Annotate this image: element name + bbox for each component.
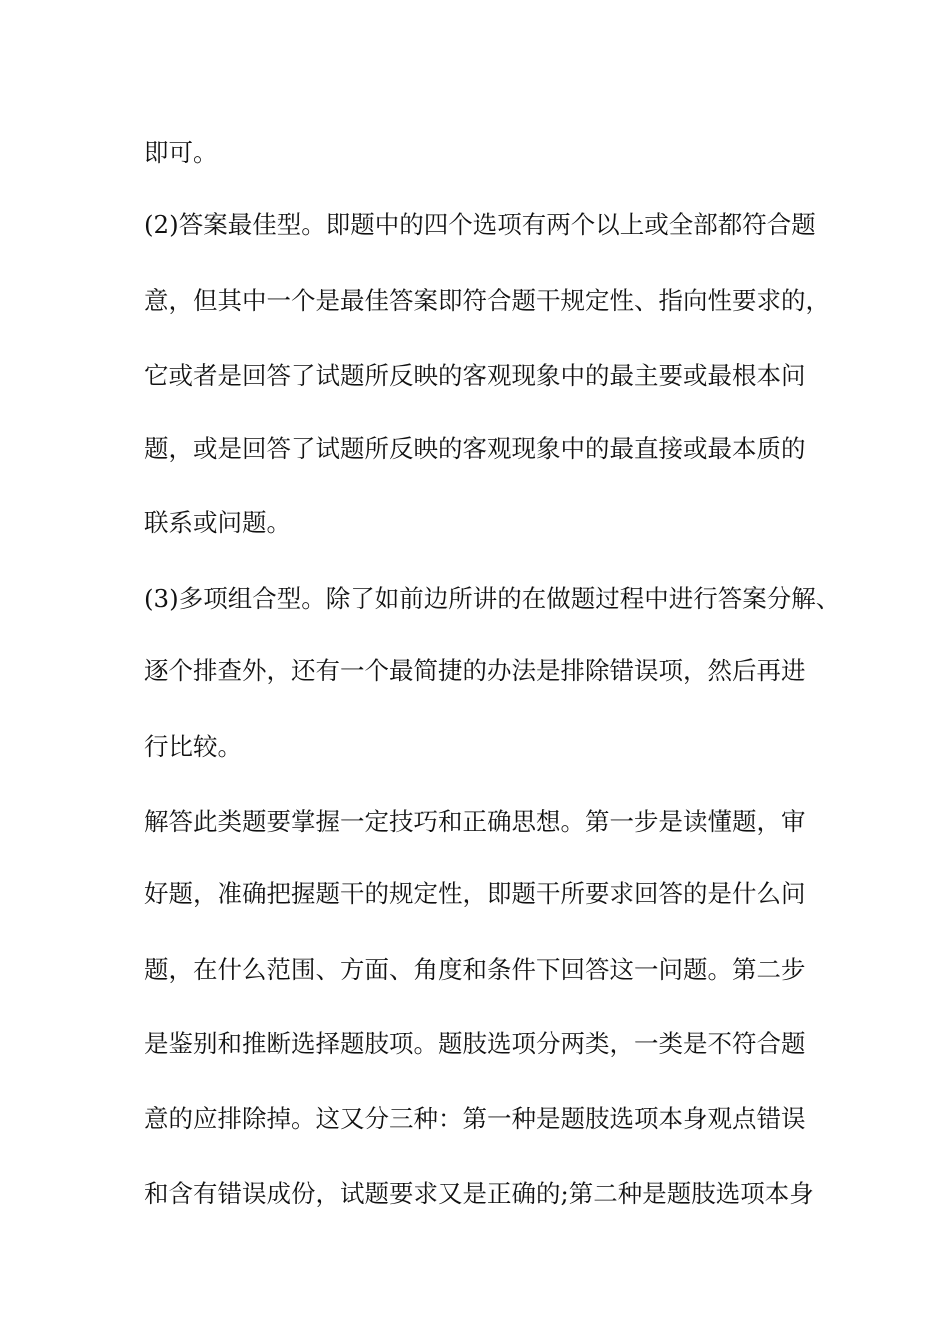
text-line-9: 行比较。 bbox=[144, 732, 242, 761]
text-line-14: 意的应排除掉。这又分三种：第一种是题肢选项本身观点错误 bbox=[144, 1104, 806, 1133]
text-line-13: 是鉴别和推断选择题肢项。题肢选项分两类，一类是不符合题 bbox=[144, 1029, 806, 1058]
text-line-11: 好题，准确把握题干的规定性，即题干所要求回答的是什么问 bbox=[144, 879, 806, 908]
text-line-5: 题，或是回答了试题所反映的客观现象中的最直接或最本质的 bbox=[144, 434, 806, 463]
text-line-12: 题，在什么范围、方面、角度和条件下回答这一问题。第二步 bbox=[144, 955, 806, 984]
text-line-10: 解答此类题要掌握一定技巧和正确思想。第一步是读懂题，审 bbox=[144, 807, 806, 836]
text-line-4: 它或者是回答了试题所反映的客观现象中的最主要或最根本问 bbox=[144, 361, 806, 390]
text-line-15: 和含有错误成份，试题要求又是正确的;第二种是题肢选项本身 bbox=[144, 1179, 814, 1208]
text-line-8: 逐个排查外，还有一个最简捷的办法是排除错误项，然后再进 bbox=[144, 656, 806, 685]
text-line-7: (3)多项组合型。除了如前边所讲的在做题过程中进行答案分解、 bbox=[144, 584, 841, 613]
text-line-2: (2)答案最佳型。即题中的四个选项有两个以上或全部都符合题 bbox=[144, 210, 816, 239]
text-line-3: 意，但其中一个是最佳答案即符合题干规定性、指向性要求的， bbox=[144, 286, 830, 315]
text-line-1: 即可。 bbox=[144, 138, 218, 167]
text-line-6: 联系或问题。 bbox=[144, 508, 291, 537]
